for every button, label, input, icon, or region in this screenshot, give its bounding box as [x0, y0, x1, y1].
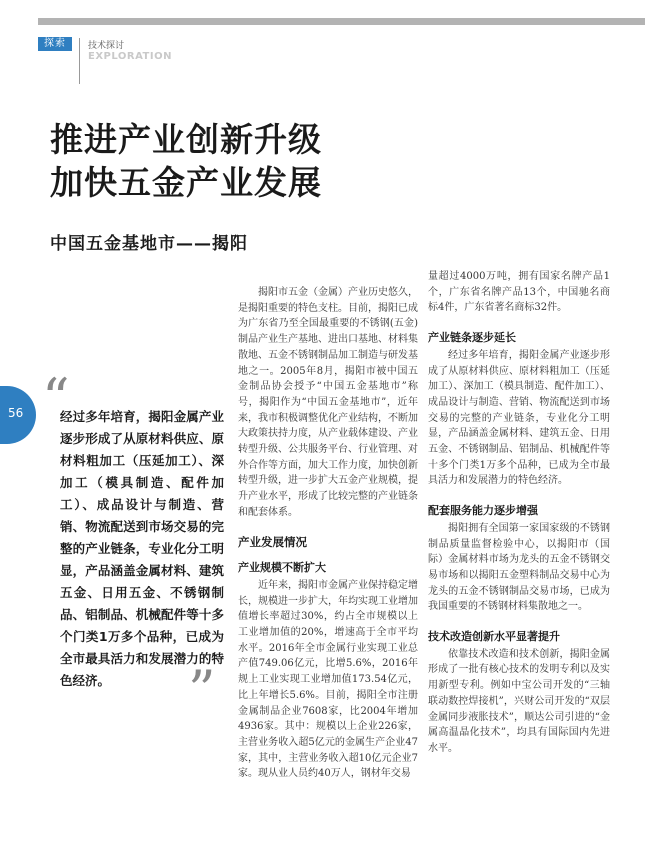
subheading-service: 配套服务能力逐步增强 [428, 504, 538, 518]
section-name: 技术探讨 [88, 41, 125, 51]
page-tab [0, 386, 36, 444]
innovation-paragraph: 依靠技术改造和技术创新，揭阳金属形成了一批有核心技术的发明专利以及实用新型专利。例如中宝公司开发的“三轴联动数控焊接机”，兴财公司开发的“双层金属同步液胀技术”，顺达公司引进的“金属高温晶化技术”，均具有国际国内先进水平。 [428, 648, 610, 754]
subheading-scale: 产业规模不断扩大 [238, 561, 326, 575]
scale-paragraph: 近年来，揭阳市金属产业保持稳定增长，规模进一步扩大，年均实现工业增加值增长率超过30%，约占全市规模以上工业增加值的20%，增速高于全市平均水平。2016年全市金属行业实现工业总产值749.06亿元，比增5.6%，2016年规上工业实现工业增加值173.54亿元，比上年增长5.6%。目前，揭阳全市注册金属制品企业7608家，比2004年增加4936家。其中：规模以上企业226家，主营业务收入超5亿元的金属生产企业47家，其中，主营业务收入超10亿元企业7家。现从业人员约40万人，钢材年交易 [238, 579, 418, 780]
continued-paragraph: 量超过4000万吨，拥有国家名牌产品1个，广东省名牌产品13个，中国驰名商标4件，广东省著名商标32件。 [428, 271, 610, 314]
title-line-1: 推进产业创新升级 [50, 120, 322, 159]
title-line-2: 加快五金产业发展 [50, 163, 322, 202]
section-name-en: EXPLORATION [88, 51, 172, 62]
article-title [50, 118, 322, 204]
top-rule [38, 18, 645, 25]
subheading-chain: 产业链条逐步延长 [428, 331, 516, 345]
header-divider [79, 38, 80, 84]
subheading-innovation: 技术改造创新水平显著提升 [428, 630, 560, 644]
body-column-2 [238, 285, 418, 782]
intro-paragraph: 揭阳市五金（金属）产业历史悠久，是揭阳重要的特色支柱。目前，揭阳已成为广东省乃至全国最重要的不锈钢(五金)制品产业生产基地、进出口基地、材料集散地、五金不锈钢制品加工制造与研发基地之一。2005年8月，揭阳市被中国五金制品协会授予“中国五金基地市”称号，揭阳作为“中国五金基地市”，近年来，我市积极调整优化产业结构，不断加大政策扶持力度，从产业载体建设、产业转型升级、公共服务平台、行业管理、对外合作等方面，加大工作力度，加快创新转型升级，进一步扩大五金产业规模，提升产业水平，形成了比较完整的产业链条和配套体系。 [238, 287, 418, 518]
section-heading: 产业发展情况 [238, 534, 307, 549]
open-quote-icon: “ [42, 367, 70, 430]
service-paragraph: 揭阳拥有全国第一家国家级的不锈钢制品质量监督检验中心，以揭阳市（国际）金属材料市场为龙头的五金不锈钢交易市场和以揭阳五金塑料制品交易中心为龙头的五金不锈钢制品交易市场，已成为我国重要的不锈钢材料集散地之一。 [428, 522, 610, 613]
close-quote-icon: ” [188, 659, 216, 722]
pull-quote: 经过多年培育，揭阳金属产业逐步形成了从原材料供应、原材料粗加工（压延加工）、深加工（模具制造、配件加工）、成品设计与制造、营销、物流配送到市场交易的完整的产业链条，专业化分工明显，产品涵盖金属材料、建筑五金、日用五金、不锈钢制品、铝制品、机械配件等十多个门类1万多个品种，已成为全市最具活力和发展潜力的特色经济。 [60, 409, 224, 688]
page-number: 56 [8, 406, 24, 420]
article-subtitle: 中国五金基地市——揭阳 [50, 234, 248, 254]
body-column-3 [428, 269, 610, 757]
chain-paragraph: 经过多年培育，揭阳金属产业逐步形成了从原材料供应、原材料粗加工（压延加工）、深加工（模具制造、配件加工）、成品设计与制造、营销、物流配送到市场交易的完整的产业链条，专业化分工明显，产品涵盖金属材料、建筑五金、日用五金、不锈钢制品、铝制品、机械配件等十多个门类1万多个品种，已成为全市最具活力和发展潜力的特色经济。 [428, 349, 610, 487]
section-tag: 探索 [38, 37, 72, 51]
